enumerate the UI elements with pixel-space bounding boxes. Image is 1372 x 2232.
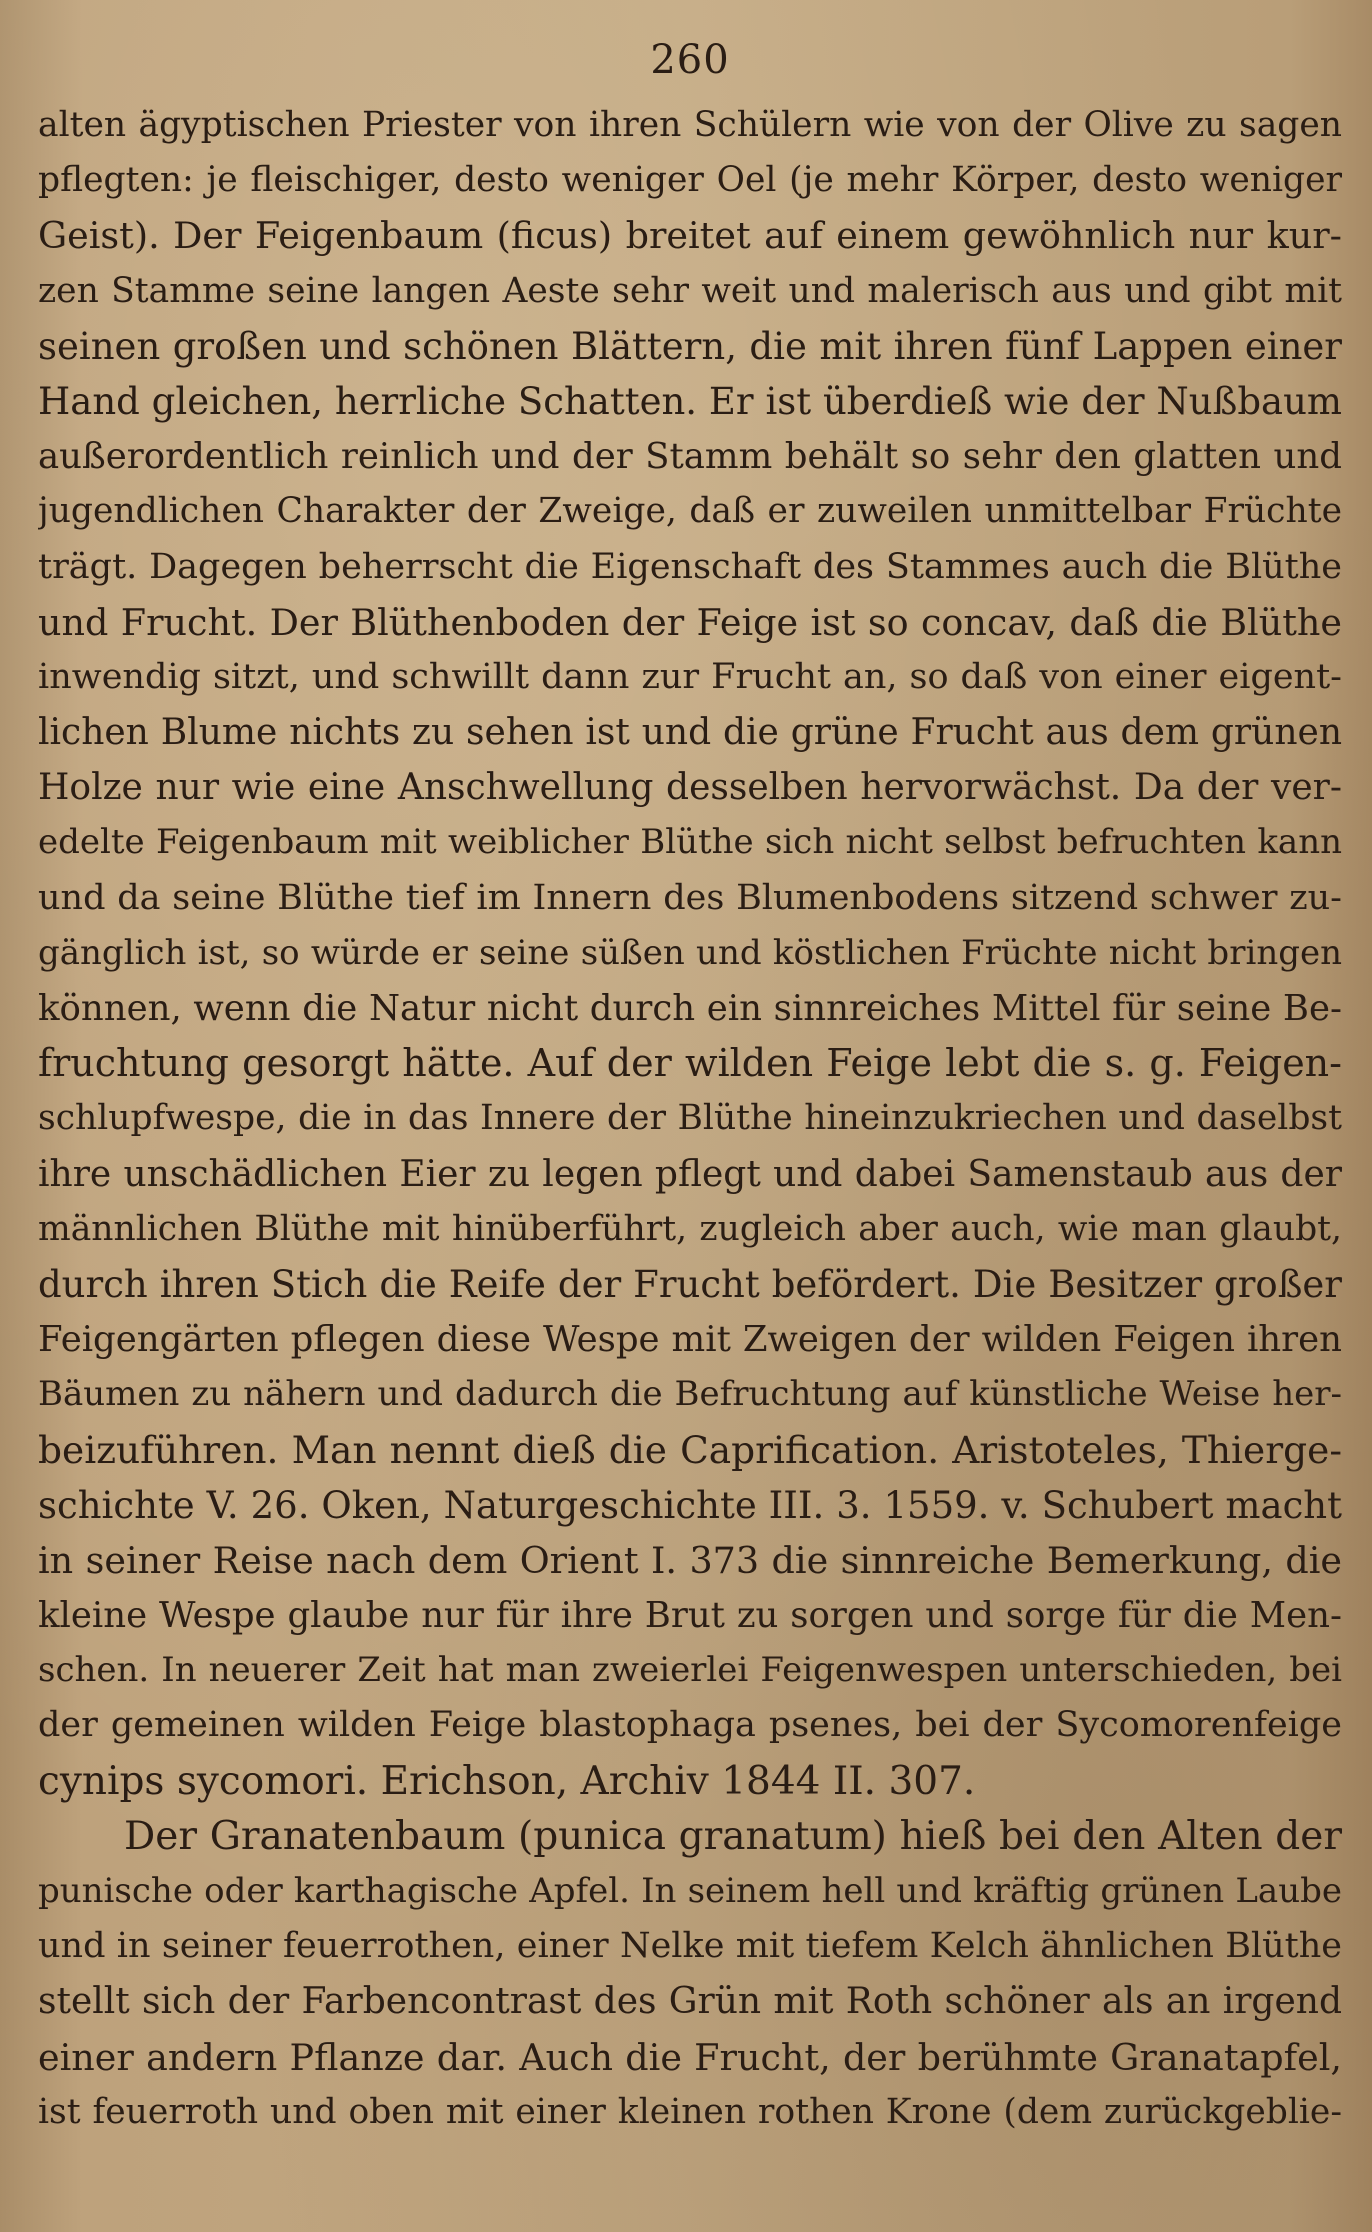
text-line: Hand gleichen, herrliche Schatten. Er ist überdieß wie der Nußbaum (38, 379, 1342, 423)
text-line: außerordentlich reinlich und der Stamm behält so sehr den glatten und (38, 436, 1342, 478)
text-line: edelte Feigenbaum mit weiblicher Blüthe sich nicht selbst befruchten kann (38, 822, 1342, 863)
text-line: seinen großen und schönen Blättern, die mit ihren fünf Lappen einer (38, 324, 1342, 368)
text-line: Holze nur wie eine Anschwellung desselben hervorwächst. Da der ver- (38, 767, 1342, 809)
text-line: Bäumen zu nähern und dadurch die Befruchtung auf künstliche Weise her- (38, 1374, 1342, 1415)
text-line: alten ägyptischen Priester von ihren Schülern wie von der Olive zu sagen (38, 105, 1342, 145)
text-line: gänglich ist, so würde er seine süßen und köstlichen Früchte nicht bringen (38, 932, 1342, 973)
text-line: fruchtung gesorgt hätte. Auf der wilden Feige lebt die s. g. Feigen- (38, 1041, 1342, 1086)
text-line: und Frucht. Der Blüthenboden der Feige ist so concav, daß die Blüthe (38, 600, 1342, 644)
text-line: einer andern Pflanze dar. Auch die Frucht, der berühmte Granatapfel, (38, 2035, 1342, 2079)
text-line: kleine Wespe glaube nur für ihre Brut zu sorgen und sorge für die Men- (38, 1595, 1342, 1637)
text-line: pflegten: je fleischiger, desto weniger Oel (je mehr Körper, desto weniger (38, 160, 1342, 201)
body-text (38, 98, 1342, 2140)
text-line: Geist). Der Feigenbaum (ficus) breitet auf einem gewöhnlich nur kur- (38, 214, 1342, 258)
text-line: durch ihren Stich die Reife der Frucht befördert. Die Besitzer großer (38, 1262, 1342, 1306)
text-line: Feigengärten pflegen diese Wespe mit Zweigen der wilden Feigen ihren (38, 1319, 1342, 1361)
text-line: zen Stamme seine langen Aeste sehr weit und malerisch aus und gibt mit (38, 270, 1342, 311)
text-line: beizuführen. Man nennt dieß die Caprification. Aristoteles, Thierge- (38, 1427, 1342, 1472)
text-line: schen. In neuerer Zeit hat man zweierlei Feigenwespen unterschieden, bei (38, 1650, 1342, 1691)
text-line: ihre unschädlichen Eier zu legen pflegt und dabei Samenstaub aus der (38, 1153, 1342, 1195)
text-line: cynips sycomori. Erichson, Archiv 1844 II. 307. (38, 1758, 976, 1804)
text-line: männlichen Blüthe mit hinüberführt, zugleich aber auch, wie man glaubt, (38, 1208, 1342, 1249)
text-line: in seiner Reise nach dem Orient I. 373 die sinnreiche Bemerkung, die (38, 1538, 1342, 1582)
text-line: schlupfwespe, die in das Innere der Blüthe hineinzukriechen und daselbst (38, 1098, 1342, 1139)
text-line: jugendlichen Charakter der Zweige, daß er zuweilen unmittelbar Früchte (38, 491, 1342, 532)
text-line: schichte V. 26. Oken, Naturgeschichte III. 3. 1559. v. Schubert macht (38, 1483, 1342, 1527)
text-line: können, wenn die Natur nicht durch ein sinnreiches Mittel für seine Be- (38, 988, 1342, 1029)
text-line: und da seine Blüthe tief im Innern des Blumenbodens sitzend schwer zu- (38, 877, 1342, 918)
text-line: Der Granatenbaum (punica granatum) hieß bei den Alten der (124, 1813, 1342, 1859)
text-line: der gemeinen wilden Feige blastophaga psenes, bei der Sycomorenfeige (38, 1705, 1342, 1746)
text-line: stellt sich der Farbencontrast des Grün mit Roth schöner als an irgend (38, 1981, 1342, 2023)
text-line: inwendig sitzt, und schwillt dann zur Frucht an, so daß von einer eigent- (38, 656, 1342, 697)
text-line: ist feuerroth und oben mit einer kleinen rothen Krone (dem zurückgeblie- (38, 2091, 1342, 2132)
page-number: 260 (650, 37, 730, 83)
text-line: lichen Blume nichts zu sehen ist und die grüne Frucht aus dem grünen (38, 712, 1342, 754)
text-line: und in seiner feuerrothen, einer Nelke mit tiefem Kelch ähnlichen Blüthe (38, 1926, 1342, 1967)
text-line: trägt. Dagegen beherrscht die Eigenschaft des Stammes auch die Blüthe (38, 546, 1342, 587)
text-line: punische oder karthagische Apfel. In seinem hell und kräftig grünen Laube (38, 1871, 1342, 1911)
